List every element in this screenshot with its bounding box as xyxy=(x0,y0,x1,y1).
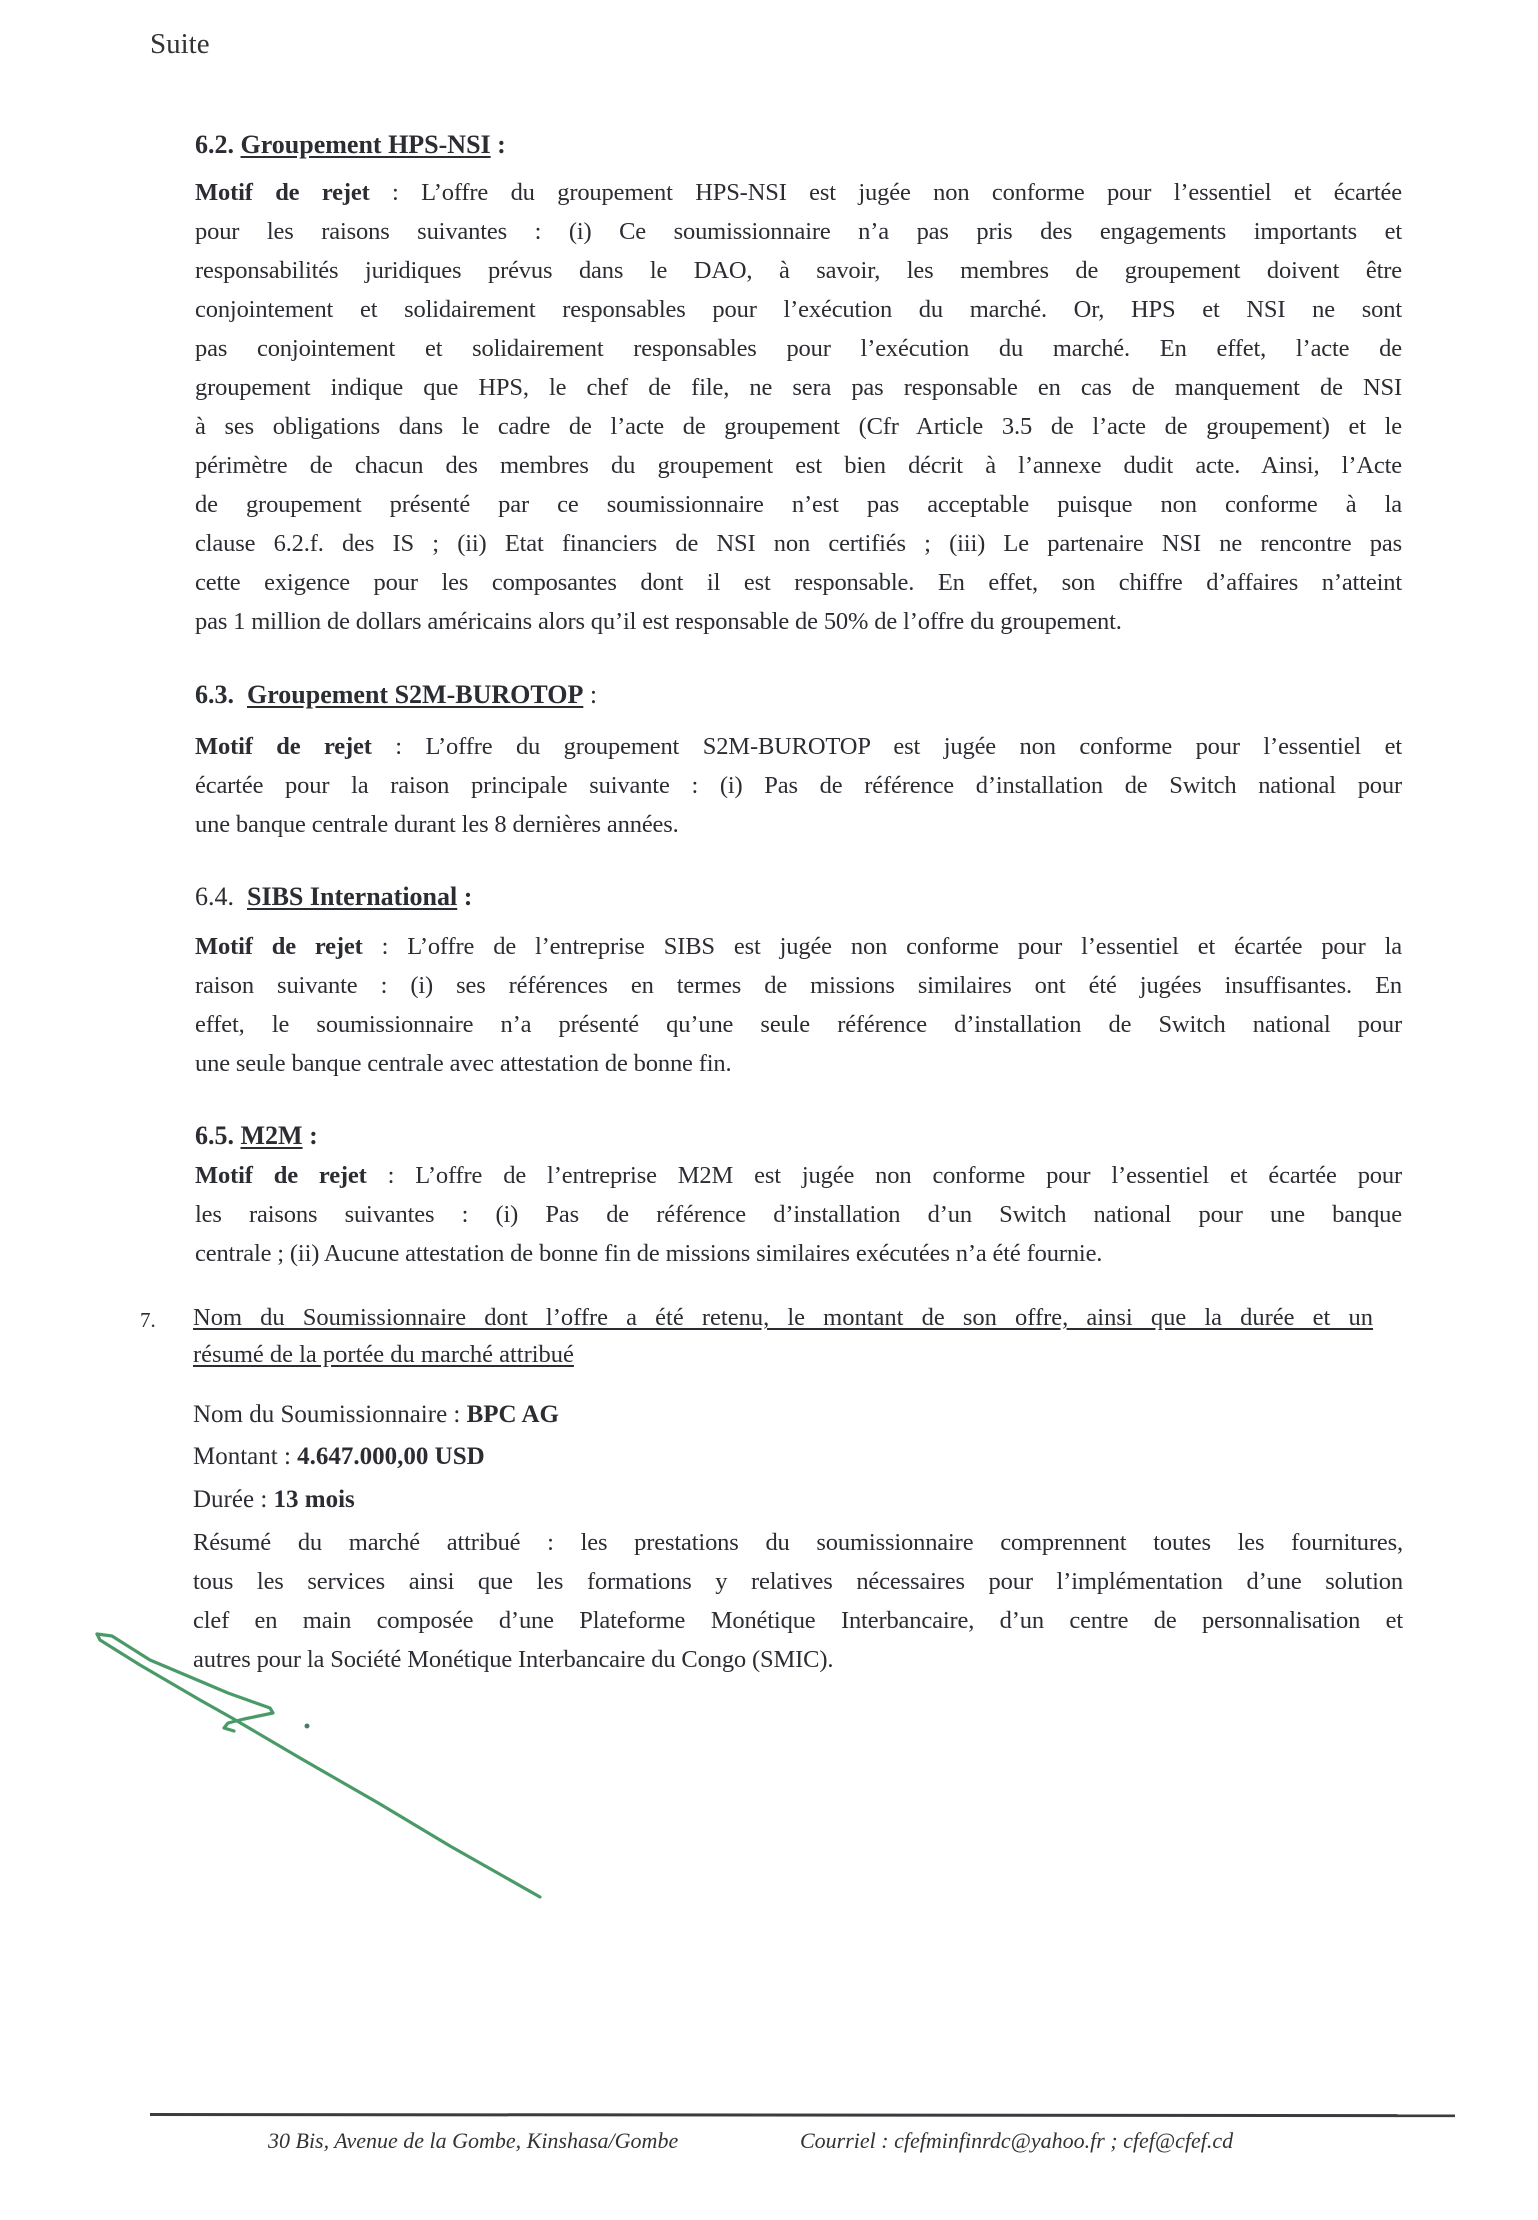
section-title: Groupement HPS-NSI xyxy=(240,130,491,159)
body-line: à ses obligations dans le cadre de l’acte de groupement (Cfr Article 3.5 de l’acte de groupement) et le xyxy=(195,413,1402,440)
section-number: 6.4. xyxy=(195,882,234,911)
body-line: groupement indique que HPS, le chef de file, ne sera pas responsable en cas de manquement de NSI xyxy=(195,374,1402,401)
footer-email: Courriel : cfefminfinrdc@yahoo.fr ; cfef@cfef.cd xyxy=(800,2128,1234,2153)
item-7-heading-line: résumé de la portée du marché attribué xyxy=(193,1341,574,1368)
section-6-4-heading xyxy=(195,882,472,912)
amount-label: Montant : xyxy=(193,1443,298,1470)
body-line: périmètre de chacun des membres du groupement est bien décrit à l’annexe dudit acte. Ainsi, l’Acte xyxy=(195,452,1402,479)
bidder-label: Nom du Soumissionnaire : xyxy=(193,1401,467,1428)
body-line: raison suivante : (i) ses références en termes de missions similaires ont été jugées insuffisantes. En xyxy=(195,972,1402,999)
body-line: centrale ; (ii) Aucune attestation de bonne fin de missions similaires exécutées n’a été fournie. xyxy=(195,1240,1103,1267)
body-line: une seule banque centrale avec attestation de bonne fin. xyxy=(195,1050,732,1077)
body-line: de groupement présenté par ce soumissionnaire n’est pas acceptable puisque non conforme à la xyxy=(195,491,1402,518)
body-line: une banque centrale durant les 8 dernières années. xyxy=(195,811,679,838)
amount-row xyxy=(193,1442,485,1472)
body-line: Motif de rejet : L’offre du groupement HPS-NSI est jugée non conforme pour l’essentiel et écartée xyxy=(195,179,1402,206)
footer-address: 30 Bis, Avenue de la Gombe, Kinshasa/Gombe xyxy=(268,2128,679,2153)
motif-label: Motif de rejet xyxy=(195,933,363,960)
section-colon: : xyxy=(583,680,598,709)
section-6-2-heading xyxy=(195,130,506,160)
body-line: pour les raisons suivantes : (i) Ce soumissionnaire n’a pas pris des engagements importants et xyxy=(195,218,1402,245)
section-title: SIBS International xyxy=(247,882,458,911)
section-title: M2M xyxy=(240,1121,303,1150)
section-number: 6.5. xyxy=(195,1121,234,1150)
body-line: responsabilités juridiques prévus dans le DAO, à savoir, les membres de groupement doivent être xyxy=(195,257,1402,284)
body-line: pas conjointement et solidairement responsables pour l’exécution du marché. En effet, l’acte de xyxy=(195,335,1402,362)
section-colon: : xyxy=(457,882,473,911)
section-colon: : xyxy=(490,130,506,159)
section-6-3-heading xyxy=(195,680,597,710)
body-line: cette exigence pour les composantes dont il est responsable. En effet, son chiffre d’affaires n’atteint xyxy=(195,569,1402,596)
body-line: Motif de rejet : L’offre de l’entreprise SIBS est jugée non conforme pour l’essentiel et écartée pour la xyxy=(195,933,1402,960)
body-line: conjointement et solidairement responsables pour l’exécution du marché. Or, HPS et NSI ne sont xyxy=(195,296,1402,323)
bidder-value: BPC AG xyxy=(466,1401,559,1428)
motif-label: Motif de rejet xyxy=(195,1162,367,1189)
item-7-number: 7. xyxy=(140,1308,156,1332)
duration-label: Durée : xyxy=(193,1486,274,1513)
amount-value: 4.647.000,00 USD xyxy=(297,1443,485,1470)
bidder-row xyxy=(193,1400,559,1430)
motif-label: Motif de rejet xyxy=(195,179,370,206)
body-line: effet, le soumissionnaire n’a présenté qu’une seule référence d’installation de Switch national pour xyxy=(195,1011,1402,1038)
body-line: écartée pour la raison principale suivante : (i) Pas de référence d’installation de Switch national pour xyxy=(195,772,1402,799)
section-6-5-heading xyxy=(195,1121,318,1151)
section-colon: : xyxy=(302,1121,318,1150)
body-line: les raisons suivantes : (i) Pas de référence d’installation d’un Switch national pour une banque xyxy=(195,1201,1402,1228)
item-7-heading-line: Nom du Soumissionnaire dont l’offre a été retenu, le montant de son offre, ainsi que la durée et un xyxy=(193,1304,1373,1331)
section-number: 6.2. xyxy=(195,130,234,159)
motif-label: Motif de rejet xyxy=(195,733,372,760)
body-line: pas 1 million de dollars américains alors qu’il est responsable de 50% de l’offre du groupement. xyxy=(195,608,1122,635)
duration-row xyxy=(193,1485,355,1515)
duration-value: 13 mois xyxy=(273,1486,355,1513)
summary-line: clef en main composée d’une Plateforme Monétique Interbancaire, d’un centre de personnalisation et xyxy=(193,1607,1403,1634)
section-number: 6.3. xyxy=(195,680,234,709)
summary-line: Résumé du marché attribué : les prestations du soumissionnaire comprennent toutes les fournitures, xyxy=(193,1529,1403,1556)
body-line: Motif de rejet : L’offre de l’entreprise M2M est jugée non conforme pour l’essentiel et écartée pour xyxy=(195,1162,1402,1189)
body-line: clause 6.2.f. des IS ; (ii) Etat financiers de NSI non certifiés ; (iii) Le partenaire NSI ne rencontre pas xyxy=(195,530,1402,557)
body-line: Motif de rejet : L’offre du groupement S2M-BUROTOP est jugée non conforme pour l’essentiel et xyxy=(195,733,1402,760)
footer-divider xyxy=(150,2113,1455,2117)
section-title: Groupement S2M-BUROTOP xyxy=(247,680,584,709)
continuation-label: Suite xyxy=(150,28,210,60)
summary-line: tous les services ainsi que les formations y relatives nécessaires pour l’implémentation d’une solution xyxy=(193,1568,1403,1595)
summary-line: autres pour la Société Monétique Interbancaire du Congo (SMIC). xyxy=(193,1646,834,1673)
